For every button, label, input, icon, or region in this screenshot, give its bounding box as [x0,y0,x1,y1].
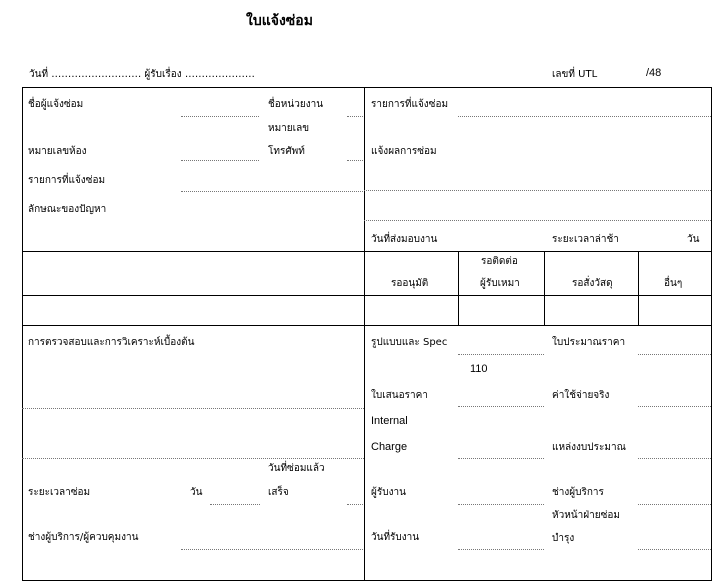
unit-name-field[interactable] [347,116,363,117]
inspection-label: การตรวจสอบและการวิเคราะห์เบื้องต้น [28,337,195,348]
internal-charge-field[interactable] [458,458,544,459]
frame-bottom [22,580,712,581]
date-receiver-label: วันที่ ……………………… ผู้รับเรื่อง ………………… [29,69,255,80]
estimate-field[interactable] [638,354,711,355]
requester-name-label: ชื่อผู้แจ้งซ่อม [28,99,84,110]
head-label-2: บำรุง [552,533,575,544]
right-items-label: รายการที่แจ้งซ่อม [371,99,449,110]
frame-left [22,87,23,581]
status-other: อื่นๆ [664,278,683,289]
budget-source-label: แหล่งงบประมาณ [552,442,626,453]
phone-label-2: โทรศัพท์ [268,146,305,157]
charge-label: Charge [371,441,408,453]
receiver-field[interactable] [458,504,544,505]
row-line-2 [22,295,712,296]
estimate-label: ใบประมาณราคา [552,337,626,348]
unit-name-label: ชื่อหน่วยงาน [268,99,324,110]
status-wait-approve: รออนุมัติ [391,278,429,289]
requester-name-field[interactable] [181,116,259,117]
actual-cost-label: ค่าใช้จ่ายจริง [552,390,610,401]
delivery-date-label: วันที่ส่งมอบงาน [371,234,438,245]
status-col-1 [458,251,459,326]
room-number-label: หมายเลขห้อง [28,146,87,157]
inspection-line-1[interactable] [22,408,364,409]
head-field[interactable] [638,549,711,550]
spec-field[interactable] [458,354,544,355]
result-line-1[interactable] [364,190,711,191]
internal-label: Internal [371,415,408,427]
status-wait-contractor-1: รอติดต่อ [481,256,518,267]
repair-time-field[interactable] [210,504,260,505]
done-date-field[interactable] [347,504,363,505]
receiver-label: ผู้รับงาน [371,487,406,498]
head-label-1: หัวหน้าฝ่ายซ่อม [552,510,620,521]
service-tech-label: ช่างผู้บริการ [552,487,604,498]
doc-number-label: เลขที่ UTL [552,69,598,80]
phone-label-1: หมายเลข [268,123,310,134]
budget-source-field[interactable] [638,458,711,459]
technician-field[interactable] [181,549,363,550]
spec-label: รูปแบบและ Spec [371,337,448,348]
done-date-label-2: เสร็จ [268,487,289,498]
problem-label: ลักษณะของปัญหา [28,204,107,215]
repair-time-day: วัน [190,487,203,498]
repair-items-label: รายการที่แจ้งซ่อม [28,175,106,186]
form-title: ใบแจ้งซ่อม [246,13,313,29]
doc-number-suffix: /48 [646,67,662,79]
row-line-3 [22,325,712,326]
actual-cost-field[interactable] [638,406,711,407]
status-wait-contractor-2: ผู้รับเหมา [480,278,520,289]
phone-field[interactable] [347,160,363,161]
quotation-field[interactable] [458,406,544,407]
receive-date-field[interactable] [458,549,544,550]
delay-day: วัน [687,234,700,245]
repair-items-field[interactable] [181,191,363,192]
receive-date-label: วันที่รับงาน [371,532,420,543]
status-col-3 [638,251,639,326]
quotation-label: ใบเสนอราคา [371,390,428,401]
spec-value: 110 [470,363,488,375]
frame-top [22,87,712,88]
inspection-line-2[interactable] [22,458,364,459]
done-date-label-1: วันที่ซ่อมแล้ว [268,463,325,474]
status-wait-material: รอสั่งวัสดุ [572,278,613,289]
delay-label: ระยะเวลาล่าช้า [552,234,619,245]
result-line-2[interactable] [364,220,711,221]
status-col-2 [544,251,545,326]
frame-right [711,87,712,581]
row-line-1 [22,251,712,252]
repair-time-label: ระยะเวลาซ่อม [28,487,91,498]
center-divider [364,87,365,581]
room-number-field[interactable] [181,160,259,161]
technician-label: ช่างผู้บริการ/ผู้ควบคุมงาน [28,532,139,543]
result-label: แจ้งผลการซ่อม [371,146,437,157]
right-items-field[interactable] [458,116,711,117]
service-tech-field[interactable] [638,504,711,505]
